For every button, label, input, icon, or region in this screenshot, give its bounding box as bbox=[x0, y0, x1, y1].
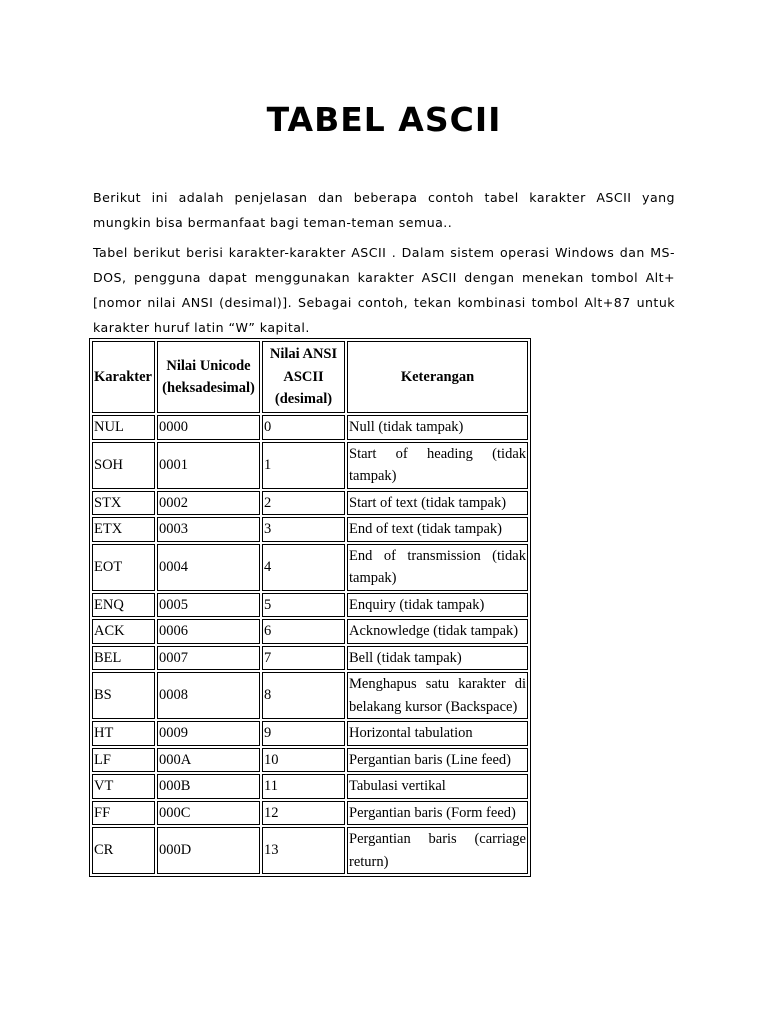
cell-keterangan: End of transmission (tidak tampak) bbox=[347, 544, 528, 591]
cell-karakter: NUL bbox=[92, 415, 155, 440]
header-keterangan: Keterangan bbox=[347, 341, 528, 413]
cell-karakter: ACK bbox=[92, 619, 155, 644]
table-row bbox=[92, 544, 528, 591]
cell-ansi: 5 bbox=[262, 593, 345, 618]
cell-unicode: 0005 bbox=[157, 593, 260, 618]
table-row bbox=[92, 827, 528, 874]
cell-keterangan: Pergantian baris (Form feed) bbox=[347, 801, 528, 826]
cell-unicode: 000D bbox=[157, 827, 260, 874]
table-row bbox=[92, 517, 528, 542]
cell-keterangan: Acknowledge (tidak tampak) bbox=[347, 619, 528, 644]
cell-ansi: 0 bbox=[262, 415, 345, 440]
cell-keterangan: Pergantian baris (carriage return) bbox=[347, 827, 528, 874]
cell-unicode: 0000 bbox=[157, 415, 260, 440]
table-row bbox=[92, 748, 528, 773]
cell-karakter: STX bbox=[92, 491, 155, 516]
table-header-row bbox=[92, 341, 528, 413]
cell-ansi: 11 bbox=[262, 774, 345, 799]
cell-unicode: 000A bbox=[157, 748, 260, 773]
cell-keterangan: Enquiry (tidak tampak) bbox=[347, 593, 528, 618]
cell-unicode: 0001 bbox=[157, 442, 260, 489]
cell-karakter: EOT bbox=[92, 544, 155, 591]
cell-unicode: 0009 bbox=[157, 721, 260, 746]
explanation-paragraph: Tabel berikut berisi karakter-karakter ASCII . Dalam sistem operasi Windows dan MS-DOS, pengguna dapat menggunakan karakter ASCII dengan menekan tombol Alt+[nomor nilai ANSI (desimal)]. Sebagai contoh, tekan kombinasi tombol Alt+87 untuk karakter huruf latin “W” kapital. bbox=[93, 245, 675, 335]
cell-karakter: ETX bbox=[92, 517, 155, 542]
cell-keterangan: Bell (tidak tampak) bbox=[347, 646, 528, 671]
table-row bbox=[92, 801, 528, 826]
cell-ansi: 6 bbox=[262, 619, 345, 644]
cell-ansi: 13 bbox=[262, 827, 345, 874]
table-row bbox=[92, 774, 528, 799]
cell-ansi: 10 bbox=[262, 748, 345, 773]
header-nilai-unicode: Nilai Unicode (heksadesimal) bbox=[157, 341, 260, 413]
cell-keterangan: Menghapus satu karakter di belakang kursor (Backspace) bbox=[347, 672, 528, 719]
cell-unicode: 000C bbox=[157, 801, 260, 826]
intro-paragraph: Berikut ini adalah penjelasan dan beberapa contoh tabel karakter ASCII yang mungkin bisa bermanfaat bagi teman-teman semua.. bbox=[93, 190, 675, 230]
table-row bbox=[92, 491, 528, 516]
header-nilai-ansi: Nilai ANSI ASCII (desimal) bbox=[262, 341, 345, 413]
cell-keterangan: Null (tidak tampak) bbox=[347, 415, 528, 440]
cell-karakter: HT bbox=[92, 721, 155, 746]
table-row bbox=[92, 646, 528, 671]
cell-karakter: ENQ bbox=[92, 593, 155, 618]
cell-keterangan: Horizontal tabulation bbox=[347, 721, 528, 746]
cell-unicode: 0004 bbox=[157, 544, 260, 591]
cell-keterangan: Tabulasi vertikal bbox=[347, 774, 528, 799]
cell-ansi: 3 bbox=[262, 517, 345, 542]
cell-ansi: 2 bbox=[262, 491, 345, 516]
cell-ansi: 1 bbox=[262, 442, 345, 489]
cell-unicode: 000B bbox=[157, 774, 260, 799]
cell-karakter: VT bbox=[92, 774, 155, 799]
cell-keterangan: Start of heading (tidak tampak) bbox=[347, 442, 528, 489]
cell-ansi: 9 bbox=[262, 721, 345, 746]
cell-unicode: 0008 bbox=[157, 672, 260, 719]
page-title: TABEL ASCII bbox=[266, 100, 502, 139]
header-karakter: Karakter bbox=[92, 341, 155, 413]
cell-karakter: CR bbox=[92, 827, 155, 874]
cell-karakter: BEL bbox=[92, 646, 155, 671]
table-body bbox=[92, 415, 528, 874]
table-row bbox=[92, 619, 528, 644]
cell-karakter: LF bbox=[92, 748, 155, 773]
table-row bbox=[92, 442, 528, 489]
cell-unicode: 0003 bbox=[157, 517, 260, 542]
table-row bbox=[92, 672, 528, 719]
cell-karakter: FF bbox=[92, 801, 155, 826]
cell-ansi: 8 bbox=[262, 672, 345, 719]
cell-unicode: 0007 bbox=[157, 646, 260, 671]
cell-ansi: 7 bbox=[262, 646, 345, 671]
cell-karakter: SOH bbox=[92, 442, 155, 489]
table-row bbox=[92, 721, 528, 746]
cell-ansi: 12 bbox=[262, 801, 345, 826]
ascii-table bbox=[89, 338, 531, 877]
cell-unicode: 0006 bbox=[157, 619, 260, 644]
cell-keterangan: Start of text (tidak tampak) bbox=[347, 491, 528, 516]
cell-keterangan: End of text (tidak tampak) bbox=[347, 517, 528, 542]
table-row bbox=[92, 593, 528, 618]
cell-unicode: 0002 bbox=[157, 491, 260, 516]
table-row bbox=[92, 415, 528, 440]
cell-karakter: BS bbox=[92, 672, 155, 719]
cell-keterangan: Pergantian baris (Line feed) bbox=[347, 748, 528, 773]
cell-ansi: 4 bbox=[262, 544, 345, 591]
